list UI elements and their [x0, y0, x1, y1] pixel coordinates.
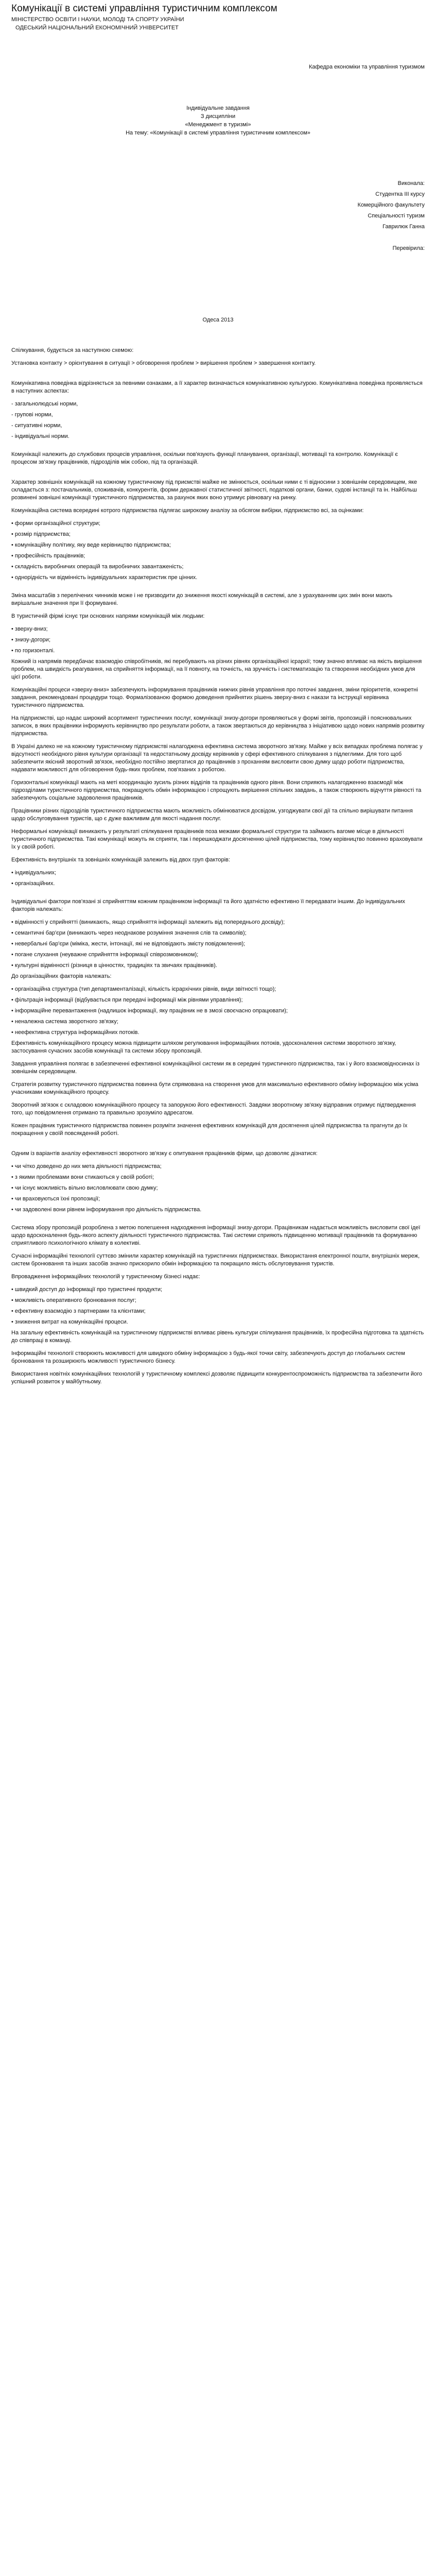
author-line: Виконала: [397, 180, 425, 187]
body-paragraph: На загальну ефективність комунікацій на туристичному підприємстві впливає рівень культури спілкування працівників, їх професійна підготовка та здатність до співпраці в команді. [11, 1330, 424, 1344]
body-paragraph: Система збору пропозицій розроблена з метою полегшення надходження інформації знизу-догори. Працівникам надається можливість висловити свої ідеї щодо вдосконалення будь-якого аспекту діяльності туристичного підприємства. Такі системи сприяють підвищенню мотивації працівників та формуванню сприятливого психологічного клімату в колективі. [11, 1225, 421, 1246]
body-paragraph: Індивідуальні фактори пов'язані зі сприйняттям кожним працівником інформації та його здатністю ефективно її передавати іншим. До індивідуальних факторів належать: [11, 899, 405, 912]
document-title: Комунікації в системі управління туристичним комплексом [11, 3, 277, 14]
assignment-topic: На тему: «Комунікації в системі управління туристичним комплексом» [126, 130, 310, 136]
paragraph-spacer [11, 891, 425, 898]
body-paragraph: Характер зовнішніх комунікацій на кожному туристичному під приємстві майже не змінюється, оскільки ними є ті відносини з зовнішнім середовищем, яке складається з: постачальників, споживачів, конкурентів, форми державної статистичної звітності, податкові органи, банки, судові інстанції та ін. Найбільш розвинені зовнішні комунікації туристичного підприємства, за рахунок яких воно утримує рівновагу на ринку. [11, 479, 417, 501]
body-paragraph: Комунікації належить до службових процесів управління, оскільки пов'язують функції планування, організації, мотивації та контролю. Комунікації є процесом зв'язку працівників, підрозділів між собою, під та організацій. [11, 451, 398, 465]
author-line: Спеціальності туризм [368, 213, 425, 219]
body-paragraph: Одним із варіантів аналізу ефективності зворотного зв'язку є опитування працівників фірми, що дозволяє дізнатися: [11, 1150, 318, 1157]
body-paragraph: До організаційних факторів належать: [11, 973, 112, 979]
list-item: - загальнолюдські норми, [11, 401, 78, 407]
ministry-line: МІНІСТЕРСТВО ОСВІТИ І НАУКИ, МОЛОДІ ТА СПОРТУ УКРАЇНИ [11, 16, 184, 23]
body-paragraph: Впровадження інформаційних технологій у туристичному бізнесі надає: [11, 1274, 200, 1280]
body-paragraph: Спілкування, будується за наступною схемою: [11, 347, 134, 353]
body-paragraph: Комунікаційна система всередині котрого підприємства підлягає широкому аналізу за обсягом вибірки, підприємство всі, за оцінками: [11, 507, 364, 514]
paragraph-spacer [11, 372, 425, 380]
list-item: • чи враховуються їхні пропозиції; [11, 1196, 100, 1202]
list-item: • з якими проблемами вони стикаються у своїй роботі; [11, 1174, 154, 1180]
assignment-line: «Менеджмент в туризмі» [185, 122, 251, 128]
list-item: • однорідність чи відмінність індивідуальних характеристик пре цінних. [11, 574, 198, 581]
list-item: - групові норми, [11, 412, 53, 418]
university-line: ОДЕСЬКИЙ НАЦІОНАЛЬНИЙ ЕКОНОМІЧНИЙ УНІВЕРСИТЕТ [15, 25, 179, 31]
body-paragraph: Кожний із напрямів передбачає взаємодію співробітників, які перебувають на різних рівнях організаційної ієрархії; тому значно впливає на якість вирішення проблем, на швидкість реагування, на сприйняття інформації, на її повноту, на точність, на зручність і систематизацію та створення необхідних умов для цієї роботи. [11, 658, 422, 680]
list-item: • інформаційне перевантаження (надлишок інформації, яку працівник не в змозі своєчасно опрацювати); [11, 1008, 288, 1014]
body-paragraph: В туристичній фірмі існує три основних напрями комунікацій між людьми: [11, 613, 205, 619]
body-paragraph: Горизонтальні комунікації мають на меті координацію зусиль різних відділів та працівників одного рівня. Вони сприяють налагодженню взаємодії між підрозділами туристичного підприємства, покращують обмін інформацією і спрощують вирішення спільних завдань, а також створюють відчуття рівності та забезпечують соціальне задоволення працівників. [11, 779, 422, 801]
document-body [11, 347, 425, 1386]
list-item: • культурні відмінності (різниця в цінностях, традиціях та звичаях працівників). [11, 962, 217, 969]
body-paragraph: Використання новітніх комунікаційних технологій у туристичному комплексі дозволяє підвищити конкурентоспроможність підприємства та забезпечити його успішний розвиток у майбутньому. [11, 1371, 423, 1385]
list-item: • чи існує можливість вільно висловлювати свою думку; [11, 1185, 158, 1191]
author-block [11, 178, 425, 254]
body-paragraph: Стратегія розвитку туристичного підприємства повинна бути спрямована на створення умов для максимально ефективного обміну інформацією між усіма учасниками комунікаційного процесу. [11, 1081, 418, 1095]
list-item: • складність виробничих операцій та виробничих завантаженість; [11, 564, 184, 570]
list-item: • можливість оперативного бронювання послуг; [11, 1297, 136, 1303]
document-header [11, 15, 425, 32]
list-item: • організаційна структура (тип департаменталізації, кількість ієрархічних рівнів, види звітності тощо); [11, 986, 276, 992]
body-paragraph: Працівники різних підрозділів туристичного підприємства мають можливість обмінюватися досвідом, узгоджувати свої дії та спільно вирішувати питання щодо обслуговування туристів, що є дуже важливим для якості надання послуг. [11, 808, 413, 822]
city-year: Одеса 2013 [202, 317, 234, 323]
list-item: • фільтрація інформації (відбувається при передачі інформації між рівнями управління); [11, 997, 243, 1003]
list-item: • професійність працівників; [11, 553, 85, 559]
body-paragraph: Неформальні комунікації виникають у результаті спілкування працівників поза межами формальної структури та займають вагоме місце в діяльності туристичного підприємства. Такі комунікації можуть як сприяти, так і перешкоджати досягненню цілей підприємства, тому керівництво повинно враховувати їх у своїй роботі. [11, 828, 423, 850]
body-paragraph: Установка контакту > орієнтування в ситуації > обговорення проблем > вирішення проблем > завершення контакту. [11, 360, 316, 366]
body-paragraph: Ефективність внутрішніх та зовнішніх комунікацій залежить від двох груп факторів: [11, 857, 230, 863]
paragraph-spacer [11, 585, 425, 592]
body-paragraph: Комунікативна поведінка відрізняється за певними ознаками, а її характер визначається комунікативною культурою. Комунікативна поведінка проявляється в наступних аспектах: [11, 380, 423, 394]
list-item: • чи задоволені вони рівнем інформування про діяльність підприємства. [11, 1207, 202, 1213]
paragraph-spacer [11, 444, 425, 451]
list-item: • неефективна структура інформаційних потоків. [11, 1029, 139, 1036]
list-item: • організаційних. [11, 880, 55, 887]
department-line: Кафедра економіки та управління туризмом [308, 64, 425, 70]
assignment-line: З дисципліни [200, 113, 236, 120]
list-item: • неналежна система зворотного зв'язку; [11, 1019, 118, 1025]
paragraph-spacer [11, 471, 425, 479]
reviewer-line: Перевірила: [392, 245, 425, 251]
list-item: • розмір підприємства; [11, 531, 71, 537]
body-paragraph: Зміна масштабів з перелічених чинників може і не призводити до зниження якості комунікацій в системі, але з урахуванням цих змін вони мають вирішальне значення при її формуванні. [11, 592, 393, 606]
list-item: • форми організаційної структури; [11, 520, 100, 527]
list-item: - ситуативні норми, [11, 422, 62, 429]
body-paragraph: В Україні далеко не на кожному туристичному підприємстві налагоджена ефективна система зворотного зв'язку. Майже у всіх випадках проблема полягає у відсутності необхідного рівня культури організації та недостатньому досвіду керівників у сфері ефективного спілкування з підлеглими. Для того щоб забезпечити якісний зворотний зв'язок, необхідно постійно звертатися до працівників з проханням висловити свою думку щодо роботи підприємства, надавати можливості для обговорення будь-яких проблем, пов'язаних з роботою. [11, 743, 423, 773]
list-item: • по горизонталі. [11, 648, 55, 654]
body-paragraph: Завдання управління полягає в забезпеченні ефективної комунікаційної системи як в середині туристичного підприємства, так і у його взаємовідносинах із зовнішнім середовищем. [11, 1061, 420, 1075]
list-item: • комунікаційну політику, яку веде керівництво підприємства; [11, 542, 171, 548]
body-paragraph: Зворотний зв'язок є складовою комунікаційного процесу та запорукою його ефективності. Завдяки зворотному зв'язку відправник отримує підтвердження того, що повідомлення отримано та правильно зрозуміло адресатом. [11, 1102, 416, 1116]
body-paragraph: Інформаційні технології створюють можливості для швидкого обміну інформацією з будь-якої точки світу, забезпечують доступ до глобальних систем бронювання та розширюють можливості туристичного бізнесу. [11, 1350, 405, 1364]
list-item: • ефективну взаємодію з партнерами та клієнтами; [11, 1308, 146, 1314]
list-item: • зниження витрат на комунікаційні процеси. [11, 1319, 128, 1325]
body-paragraph: На підприємстві, що надає широкий асортимент туристичних послуг, комунікації знизу-догори проявляються у формі звітів, пропозицій і пояснювальних записок, в яких працівники інформують керівництво про результати роботи, а також звертаються до керівництва з ініціативою щодо нових напрямів розвитку підприємства. [11, 715, 425, 737]
body-paragraph: Комунікаційні процеси «зверху-вниз» забезпечують інформування працівників нижчих рівнів управління про поточні завдання, зміни пріоритетів, конкретні завдання, рекомендовані процедури тощо. Формалізованою формою доведення прийнятих рішень зверху-вниз є накази та інструкції керівника туристичного підприємства. [11, 687, 418, 708]
author-name: Гаврилюк Ганна [382, 224, 425, 230]
paragraph-spacer [11, 1217, 425, 1224]
list-item: • зверху-вниз; [11, 626, 48, 632]
list-item: • відмінності у сприйнятті (виникають, якщо сприйняття інформації залежить від попереднього досвіду); [11, 919, 285, 925]
list-item: • семантичні бар'єри (виникають через неоднакове розуміння значення слів та символів); [11, 930, 247, 936]
author-line [11, 232, 425, 243]
list-item: • індивідуальних; [11, 870, 57, 876]
body-paragraph: Кожен працівник туристичного підприємства повинен розуміти значення ефективних комунікацій для досягнення цілей підприємства та прагнути до їх покращення у своїй повсякденній роботі. [11, 1123, 408, 1137]
body-paragraph: Ефективність комунікаційного процесу можна підвищити шляхом регулювання інформаційних потоків, удосконалення системи зворотного зв'язку, застосування сучасних засобів комунікації та системи збору пропозицій. [11, 1040, 396, 1054]
list-item: • швидкий доступ до інформації про туристичні продукти; [11, 1286, 163, 1293]
paragraph-spacer [11, 1143, 425, 1150]
author-line: Комерційного факультету [357, 202, 425, 208]
list-item: • знизу-догори; [11, 637, 50, 643]
list-item: - індивідуальні норми. [11, 433, 69, 439]
list-item: • невербальні бар'єри (міміка, жести, інтонації, які не відповідають змісту повідомлення); [11, 941, 246, 947]
list-item: • погане слухання (неуважне сприйняття інформації співрозмовником); [11, 952, 199, 958]
list-item: • чи чітко доведено до них мета діяльності підприємства; [11, 1163, 162, 1170]
body-paragraph: Сучасні інформаційні технології суттєво змінили характер комунікацій на туристичних підприємствах. Використання електронної пошти, внутрішніх мереж, систем бронювання та інших засобів значно прискорило обмін інформацією та покращило якість обслуговування туристів. [11, 1253, 420, 1267]
assignment-block [11, 104, 425, 137]
assignment-line: Індивідуальне завдання [186, 105, 250, 111]
author-line: Студентка ІІІ курсу [375, 191, 425, 197]
